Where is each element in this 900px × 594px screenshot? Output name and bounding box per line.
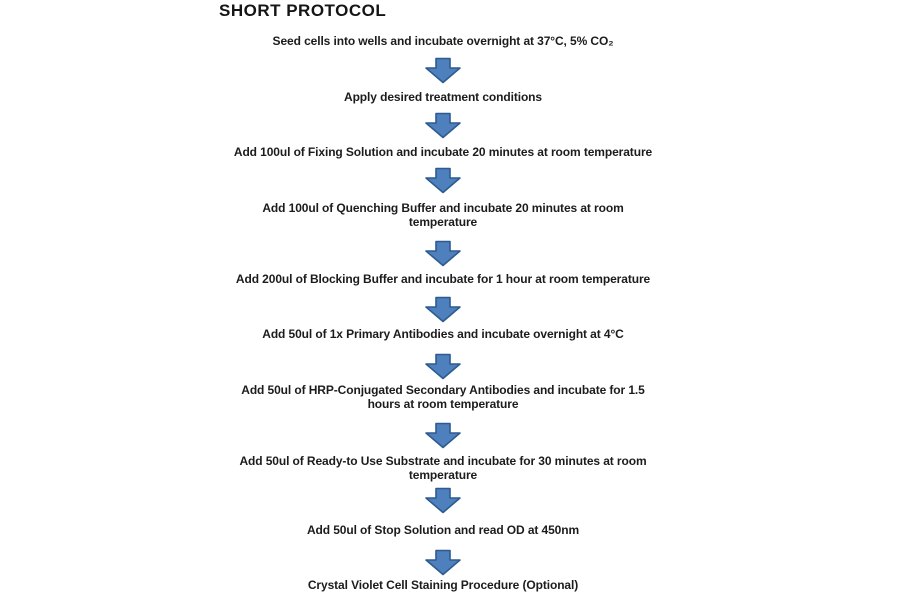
step-text: Add 100ul of Fixing Solution and incubate 20 minutes at room temperature: [233, 145, 653, 159]
page-title: SHORT PROTOCOL: [219, 1, 387, 20]
down-arrow-icon: [424, 240, 462, 267]
step-text: Seed cells into wells and incubate overnight at 37°C, 5% CO₂: [272, 34, 614, 48]
down-arrow-icon: [424, 353, 462, 380]
down-arrow-icon: [424, 487, 462, 514]
down-arrow-icon: [424, 57, 462, 84]
down-arrow-icon: [424, 167, 462, 194]
step-text: Apply desired treatment conditions: [344, 90, 542, 104]
step-text: Add 50ul of HRP-Conjugated Secondary Antibodies and incubate for 1.5: [241, 383, 645, 397]
step-text: hours at room temperature: [367, 397, 519, 411]
protocol-step-2: [43, 90, 843, 104]
protocol-step-10: [43, 578, 843, 592]
step-text: temperature: [408, 215, 478, 229]
down-arrow-icon: [424, 112, 462, 139]
step-text: Crystal Violet Cell Staining Procedure (Optional): [307, 578, 579, 592]
down-arrow-icon: [424, 422, 462, 449]
protocol-step-4: [43, 201, 843, 229]
down-arrow-icon: [424, 549, 462, 576]
step-text: Add 50ul of Ready-to Use Substrate and incubate for 30 minutes at room: [239, 454, 647, 468]
protocol-step-6: [43, 327, 843, 341]
protocol-step-7: [43, 383, 843, 411]
step-text: Add 50ul of Stop Solution and read OD at 450nm: [306, 523, 580, 537]
step-text: temperature: [408, 468, 478, 482]
protocol-step-8: [43, 454, 843, 482]
protocol-step-9: [43, 523, 843, 537]
protocol-step-5: [43, 272, 843, 286]
down-arrow-icon: [424, 296, 462, 323]
protocol-step-1: [43, 34, 843, 48]
step-text: Add 200ul of Blocking Buffer and incubate for 1 hour at room temperature: [235, 272, 651, 286]
step-text: Add 50ul of 1x Primary Antibodies and incubate overnight at 4°C: [262, 327, 624, 341]
step-text: Add 100ul of Quenching Buffer and incubate 20 minutes at room: [262, 201, 624, 215]
protocol-step-3: [43, 145, 843, 159]
